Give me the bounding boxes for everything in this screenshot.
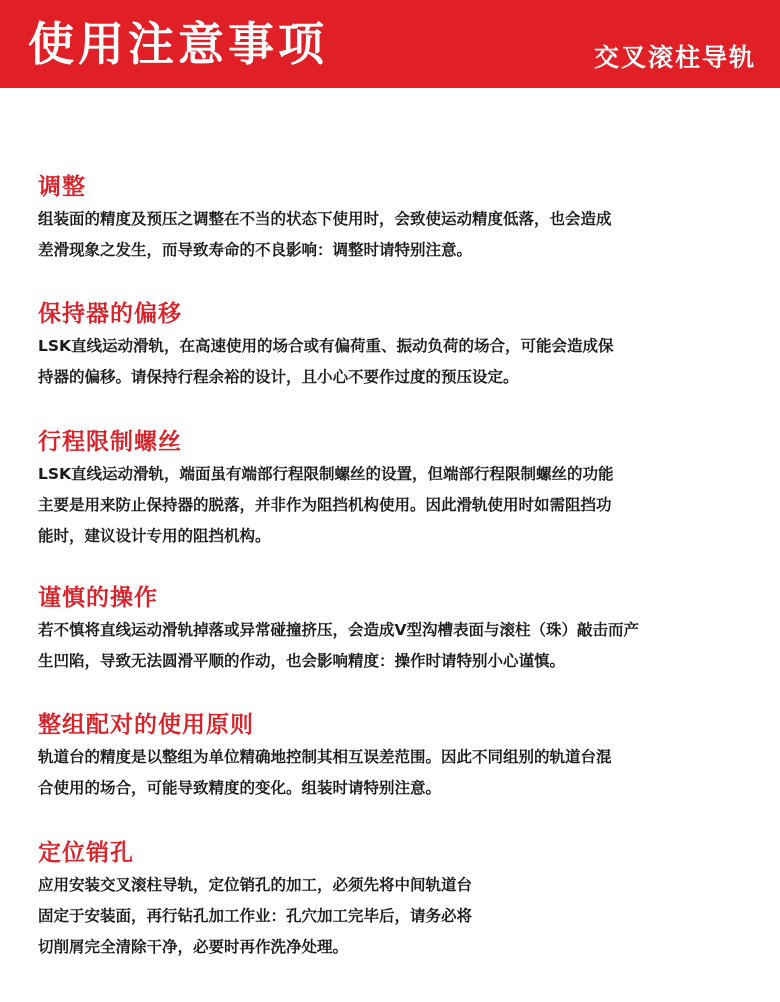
- section-text-line: 差滑现象之发生，而导致寿命的不良影响：调整时请特别注意。: [38, 241, 473, 259]
- page-title: 使用注意事项: [28, 17, 328, 71]
- section-text-line: 固定于安装面，再行钻孔加工作业：孔穴加工完毕后，请务必将: [38, 907, 473, 925]
- section-stroke-limit-screw: [38, 425, 758, 552]
- section-text-line: 能时，建议设计专用的阻挡机构。: [38, 527, 271, 545]
- section-text-line: 合使用的场合，可能导致精度的变化。组装时请特别注意。: [38, 779, 442, 797]
- section-title: 定位销孔: [38, 840, 134, 866]
- section-text-line: 轨道台的精度是以整组为单位精确地控制其相互误差范围。因此不同组别的轨道台混: [38, 748, 612, 766]
- section-title: 行程限制螺丝: [38, 429, 182, 455]
- section-text-line: 持器的偏移。请保持行程余裕的设计，且小心不要作过度的预压设定。: [38, 368, 519, 386]
- section-text-line: LSK直线运动滑轨，在高速使用的场合或有偏荷重、振动负荷的场合，可能会造成保: [38, 337, 614, 355]
- section-dowel-holes: [38, 836, 758, 963]
- section-text-line: 若不慎将直线运动滑轨掉落或异常碰撞挤压，会造成V型沟槽表面与滚柱（珠）敲击而产: [38, 621, 639, 639]
- section-title: 保持器的偏移: [38, 301, 182, 327]
- header-banner: [0, 0, 780, 88]
- section-text-line: 组装面的精度及预压之调整在不当的状态下使用时，会致使运动精度低落，也会造成: [38, 210, 612, 228]
- section-text-line: LSK直线运动滑轨，端面虽有端部行程限制螺丝的设置，但端部行程限制螺丝的功能: [38, 465, 614, 483]
- section-title: 调整: [38, 174, 86, 200]
- section-title: 整组配对的使用原则: [38, 712, 254, 738]
- section-text-line: 切削屑完全清除干净，必要时再作洗净处理。: [38, 938, 349, 956]
- section-careful-operation: [38, 581, 758, 677]
- section-text-line: 应用安装交叉滚柱导轨，定位销孔的加工，必须先将中间轨道台: [38, 876, 473, 894]
- section-retainer-offset: [38, 297, 758, 393]
- section-matched-set-principle: [38, 708, 758, 804]
- section-adjustment: [38, 170, 758, 266]
- page-subtitle: 交叉滚柱导轨: [593, 43, 756, 72]
- section-title: 谨慎的操作: [38, 585, 158, 611]
- section-text-line: 主要是用来防止保持器的脱落，并非作为阻挡机构使用。因此滑轨使用时如需阻挡功: [38, 496, 612, 514]
- section-text-line: 生凹陷，导致无法圆滑平顺的作动，也会影响精度：操作时请特别小心谨慎。: [38, 652, 566, 670]
